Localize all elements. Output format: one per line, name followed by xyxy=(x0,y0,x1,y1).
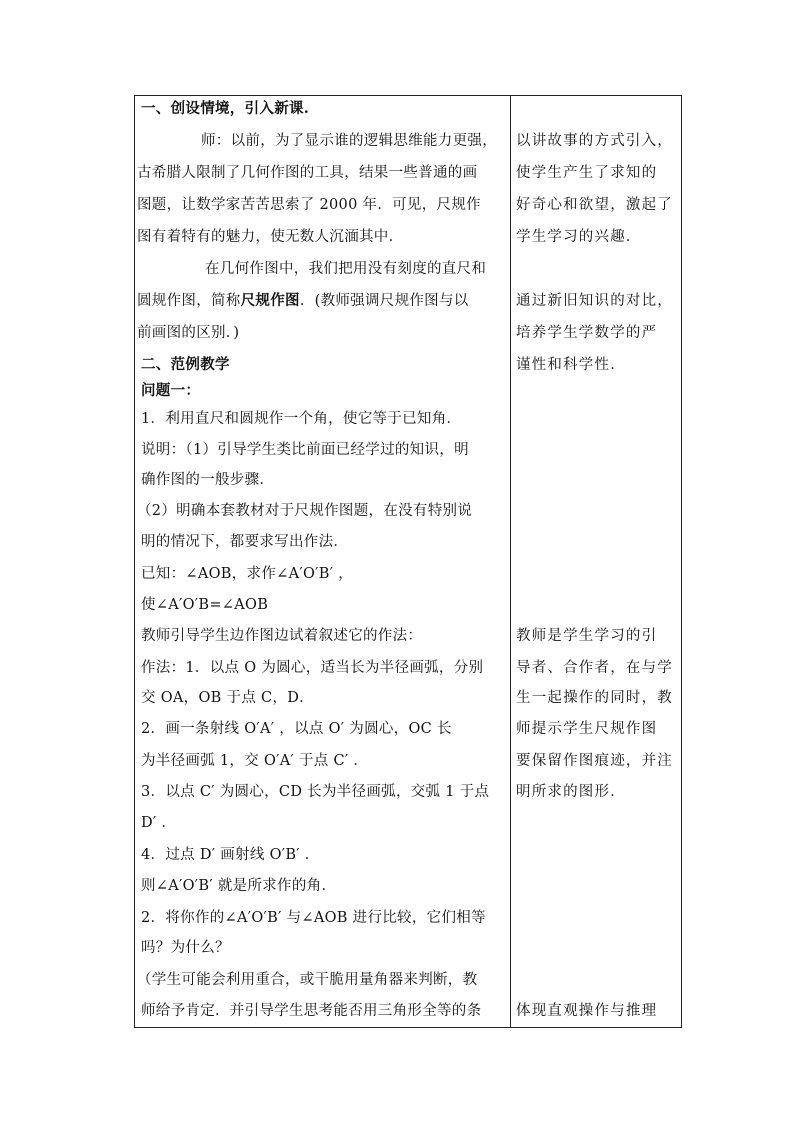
note-line: 好奇心和欲望，激起了 xyxy=(516,197,673,213)
paragraph-line: 教师引导学生边作图边试着叙述它的作法： xyxy=(141,628,423,644)
design-intent-column xyxy=(511,96,681,1027)
note-line: 学生学习的兴趣． xyxy=(516,229,642,245)
paragraph-line: 吗？为什么？ xyxy=(141,940,230,956)
paragraph-line: 为半径画弧 1，交 O′A′ 于点 C′ ． xyxy=(141,753,369,769)
paragraph-line: （学生可能会利用重合，或干脆用量角器来判断，教 xyxy=(137,972,478,988)
paragraph-line: 图题，让数学家苦苦思索了 2000 年．可见，尺规作 xyxy=(137,197,481,213)
paragraph-line: （2）明确本套教材对于尺规作图题，在没有特别说 xyxy=(137,503,473,519)
paragraph-line: 师：以前，为了显示谁的逻辑思维能力更强， xyxy=(201,133,497,149)
lesson-plan-table xyxy=(134,95,682,1028)
paragraph-line: 古希腊人限制了几何作图的工具，结果一些普通的画 xyxy=(137,165,478,181)
section-heading-examples: 二、范例教学 xyxy=(141,356,230,373)
note-line: 导者、合作者，在与学 xyxy=(516,660,673,676)
note-line: 体现直观操作与推理 xyxy=(516,1003,658,1019)
text-run: ．(教师强调尺规作图与以 xyxy=(299,293,469,309)
paragraph-line: 在几何作图中，我们把用没有刻度的直尺和 xyxy=(205,261,487,277)
paragraph-line: 师给予肯定．并引导学生思考能否用三角形全等的条 xyxy=(141,1003,482,1019)
paragraph-line: 2．画一条射线 O′A′ ，以点 O′ 为圆心，OC 长 xyxy=(141,721,452,737)
paragraph-line: 图有着特有的魅力，使无数人沉湎其中． xyxy=(137,229,404,245)
paragraph-line: 交 OA，OB 于点 C，D． xyxy=(141,690,314,706)
paragraph-line: 4．过点 D′ 画射线 O′B′ ． xyxy=(141,847,320,863)
note-line: 师提示学生尺规作图 xyxy=(516,721,658,737)
paragraph-line: 1．利用直尺和圆规作一个角，使它等于已知角． xyxy=(141,411,462,427)
paragraph-line xyxy=(137,291,469,311)
note-line: 明所求的图形． xyxy=(516,784,626,800)
paragraph-line: 明的情况下，都要求写出作法． xyxy=(141,534,349,550)
paragraph-line: 作法：1．以点 O 为圆心，适当长为半径画弧，分别 xyxy=(141,660,484,676)
note-line: 使学生产生了求知的 xyxy=(516,165,658,181)
note-line: 培养学生学数学的严 xyxy=(516,325,658,341)
paragraph-line: 确作图的一般步骤． xyxy=(141,472,275,488)
paragraph-line: 使∠A′O′B=∠AOB xyxy=(141,597,269,613)
paragraph-line: 已知：∠AOB，求作∠A′O′B′ ， xyxy=(141,566,354,582)
teaching-process-column xyxy=(135,96,511,1027)
note-line: 要保留作图痕迹，并注 xyxy=(516,753,673,769)
note-line: 生一起操作的同时，教 xyxy=(516,690,673,706)
note-line: 通过新旧知识的对比， xyxy=(516,293,673,309)
paragraph-line: 说明：（1）引导学生类比前面已经学过的知识，明 xyxy=(141,442,469,458)
paragraph-line: 前画图的区别．) xyxy=(137,325,240,341)
note-line: 谨性和科学性． xyxy=(516,357,626,373)
paragraph-line: 2．将你作的∠A′O′B′ 与∠AOB 进行比较，它们相等 xyxy=(141,910,486,926)
paragraph-line: 则∠A′O′B′ 就是所求作的角． xyxy=(141,878,337,894)
note-line: 教师是学生学习的引 xyxy=(516,628,658,644)
paragraph-line: D′ ． xyxy=(141,815,177,831)
problem-label: 问题一： xyxy=(141,382,201,399)
term-ruler-compass: 尺规作图 xyxy=(240,292,300,309)
note-line: 以讲故事的方式引入， xyxy=(516,133,673,149)
paragraph-line: 3．以点 C′ 为圆心，CD 长为半径画弧，交弧 1 于点 xyxy=(141,784,490,800)
text-run: 圆规作图，简称 xyxy=(137,293,241,309)
section-heading-intro: 一、创设情境，引入新课. xyxy=(141,100,310,117)
